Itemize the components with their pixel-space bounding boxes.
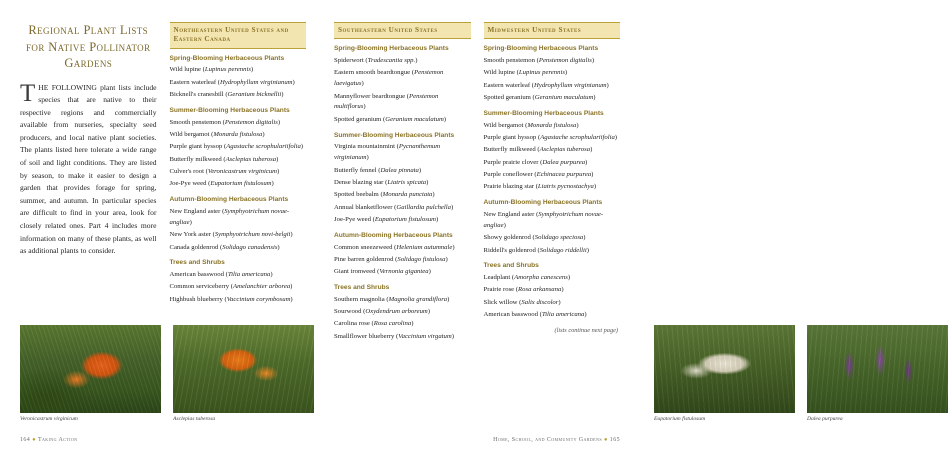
page-number-right: 165	[609, 437, 620, 443]
plant-list	[484, 121, 621, 194]
group-title: Trees and Shrubs	[169, 259, 225, 267]
footer-right	[493, 437, 620, 443]
plant-photo-eupatorium	[654, 325, 795, 413]
list-item: Virginia mountainmint (Pycnanthemum virginianum)	[334, 143, 441, 162]
left-page	[0, 0, 320, 453]
list-item: Riddell's goldenrod (Solidago riddellii)	[483, 246, 589, 254]
list-item: New York aster (Symphyotrichum novi-belgii)	[169, 231, 293, 239]
list-item: Common serviceberry (Amelanchier arborea)	[169, 283, 293, 291]
group-title: Autumn-Blooming Herbaceous Plants	[169, 196, 289, 204]
footer-bullet-icon: ●	[32, 437, 38, 443]
figure	[173, 325, 314, 423]
footer-bullet-icon: ●	[603, 437, 610, 443]
right-columns	[334, 22, 620, 344]
list-item: Prairie blazing star (Liatris pycnostachya)	[483, 183, 597, 191]
group-title: Summer-Blooming Herbaceous Plants	[334, 131, 455, 139]
figure	[654, 325, 795, 423]
list-item: Wild lupine (Lupinus perennis)	[169, 66, 254, 74]
list-item: Joe-Pye weed (Eupatorium fistulosum)	[334, 215, 439, 223]
list-item: Spotted geranium (Geranium maculatum)	[483, 94, 596, 102]
plant-photo-dalea	[807, 325, 948, 413]
group-title: Trees and Shrubs	[483, 262, 539, 270]
list-item: American basswood (Tilia americana)	[169, 271, 273, 279]
page-title-line1: Regional Plant Lists	[28, 23, 149, 37]
figure-caption: Asclepias tuberosa	[173, 415, 216, 422]
plant-list	[170, 118, 307, 191]
figure	[807, 325, 948, 423]
list-item: Common sneezeweed (Helenium autumnale)	[334, 243, 455, 251]
list-item: Slick willow (Salix discolor)	[483, 298, 561, 306]
list-item: Spotted beebalm (Monarda punctata)	[334, 191, 435, 199]
list-item: Wild bergamot (Monarda fistulosa)	[169, 131, 265, 139]
list-item: Culver's root (Veronicastrum virginicum)	[169, 168, 280, 176]
list-item: Joe-Pye weed (Eupatorium fistulosum)	[169, 180, 274, 188]
figure-caption: Eupatorium fistulosum	[654, 415, 706, 422]
plant-list	[334, 56, 471, 126]
group-title: Autumn-Blooming Herbaceous Plants	[334, 231, 453, 239]
list-item: Smooth penstemon (Penstemon digitalis)	[483, 57, 595, 65]
group-title: Summer-Blooming Herbaceous Plants	[169, 106, 290, 114]
list-item: Eastern smooth beardtongue (Penstemon laevigatus)	[334, 69, 444, 88]
plant-list	[334, 243, 471, 279]
list-item: American basswood (Tilia americana)	[483, 311, 587, 319]
figure-row-left	[20, 325, 314, 423]
group-title: Spring-Blooming Herbaceous Plants	[334, 45, 449, 53]
region-header-midwest: Midwestern United States	[484, 22, 621, 39]
footer-section-right: Home, School, and Community Gardens	[493, 437, 602, 443]
column-intro	[20, 22, 157, 307]
list-item: Purple coneflower (Echinacea purpurea)	[483, 171, 594, 179]
list-item: Prairie rose (Rosa arkansana)	[483, 286, 564, 294]
list-item: Eastern waterleaf (Hydrophyllum virginianum)	[483, 81, 609, 89]
footer-section-left: Taking Action	[37, 437, 78, 443]
footer-left	[20, 437, 77, 443]
group-title: Trees and Shrubs	[334, 284, 390, 292]
plant-photo-veronicastrum	[20, 325, 161, 413]
region-header-northeast: Northeastern United States and Eastern Canada	[170, 22, 307, 49]
plant-list	[484, 273, 621, 321]
list-item: New England aster (Symphyotrichum novae-angliae)	[169, 208, 290, 226]
drop-cap: T	[20, 79, 36, 107]
list-item: Canada goldenrod (Solidago canadensis)	[169, 243, 280, 251]
list-item: Showy goldenrod (Solidago speciosa)	[483, 234, 586, 242]
list-item: Pine barren goldenrod (Solidago fistulosa)	[334, 255, 448, 263]
figure	[20, 325, 161, 423]
list-item: Purple prairie clover (Dalea purpurea)	[483, 158, 588, 166]
intro-paragraph	[20, 79, 157, 258]
page-title-line2: for Native Pollinator Gardens	[26, 39, 151, 70]
list-item: Purple giant hyssop (Agastache scrophulariifolia)	[483, 134, 618, 142]
column-region-northeast	[170, 22, 307, 307]
list-item: Sourwood (Oxydendrum arboreum)	[334, 308, 430, 316]
figure-row-right	[654, 325, 948, 423]
list-item: New England aster (Symphyotrichum novae-angliae)	[483, 211, 604, 229]
continued-note: (lists continue next page)	[554, 326, 618, 334]
list-item: Spiderwort (Tradescantia spp.)	[334, 57, 418, 65]
intro-text: HE FOLLOWING plant lists include species that are native to their respective regions and commercially available from nurseries, specialty seed producers, and local native plant societies. The plants listed here tolerate a wide range of soil and light conditions. They are listed by season, to make it easier to design a garden that provides forage for spring, summer, and autumn. In particular species are difficult to find in your area, look for closely related ones. Part 4 includes more information on many of these plants, as well as additional plants to consider.	[20, 82, 157, 256]
list-item: Annual blanketflower (Gaillardia pulchella)	[334, 203, 454, 211]
plant-list	[484, 56, 621, 104]
group-title: Spring-Blooming Herbaceous Plants	[169, 54, 285, 62]
column-region-southeast	[334, 22, 471, 344]
list-item: Giant ironweed (Vernonia gigantea)	[334, 268, 431, 276]
list-item: Bicknell's cranesbill (Geranium bicknellii)	[169, 91, 284, 99]
list-item: Wild bergamot (Monarda fistulosa)	[483, 121, 579, 129]
list-item: Leadplant (Amorpha canescens)	[483, 274, 571, 282]
plant-list	[484, 210, 621, 256]
page-number-left: 164	[20, 437, 31, 443]
list-item: Smallflower blueberry (Vaccinium virgatum)	[334, 332, 454, 340]
plant-list	[170, 270, 307, 306]
list-item: Southern magnolia (Magnolia grandiflora)	[334, 295, 450, 303]
plant-list	[170, 65, 307, 101]
figure-caption: Dalea purpurea	[807, 415, 843, 422]
group-title: Summer-Blooming Herbaceous Plants	[483, 109, 604, 117]
group-title: Autumn-Blooming Herbaceous Plants	[483, 199, 603, 207]
list-item: Carolina rose (Rosa carolina)	[334, 320, 414, 328]
column-region-midwest	[484, 22, 621, 344]
plant-photo-asclepias	[173, 325, 314, 413]
list-item: Highbush blueberry (Vaccinium corymbosum)	[169, 295, 293, 303]
right-page	[320, 0, 843, 453]
plant-list	[334, 295, 471, 343]
list-item: Eastern waterleaf (Hydrophyllum virginianum)	[169, 78, 295, 86]
group-title: Spring-Blooming Herbaceous Plants	[483, 45, 599, 53]
left-columns	[20, 22, 306, 307]
plant-list	[170, 207, 307, 253]
list-item: Mannyflower beardtongue (Penstemon multiflorus)	[334, 92, 439, 111]
page-title	[20, 22, 157, 72]
figure-caption: Veronicastrum virginicum	[20, 415, 78, 422]
list-item: Butterfly milkweed (Asclepias tuberosa)	[169, 155, 279, 163]
list-item: Wild lupine (Lupinus perennis)	[483, 69, 568, 77]
list-item: Purple giant hyssop (Agastache scrophulariifolia)	[169, 143, 304, 151]
list-item: Butterfly milkweed (Asclepias tuberosa)	[483, 146, 593, 154]
list-item: Spotted geranium (Geranium maculatum)	[334, 115, 447, 123]
list-item: Smooth penstemon (Penstemon digitalis)	[169, 118, 281, 126]
region-header-southeast: Southeastern United States	[334, 22, 471, 39]
plant-list	[334, 142, 471, 225]
list-item: Dense blazing star (Liatris spicata)	[334, 178, 429, 186]
list-item: Butterfly fennel (Dalea pinnata)	[334, 166, 422, 174]
